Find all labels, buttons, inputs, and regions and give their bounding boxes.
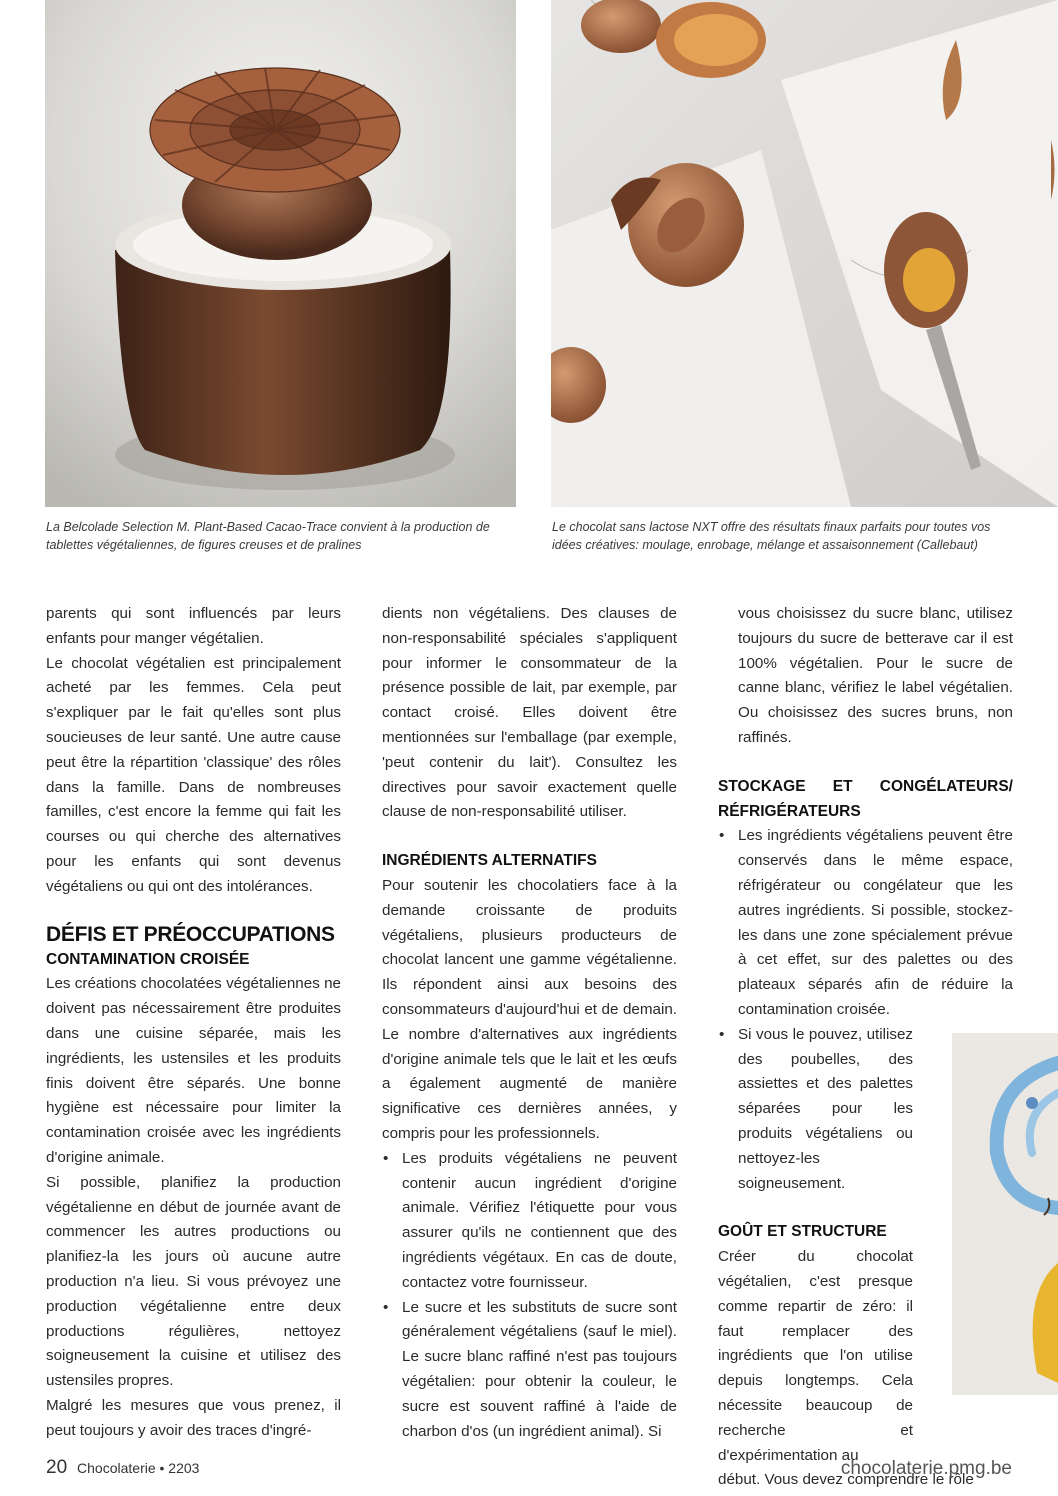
paragraph: Malgré les mesures que vous prenez, il peut toujours y avoir des traces d'ingré- xyxy=(46,1396,341,1439)
page-number: 20 xyxy=(46,1457,68,1478)
list-item: • Les produits végétaliens ne peuvent contenir aucun ingrédient d'origine animale. Vérifiez l'étiquette pour vous assurer qu'ils ne contiennent que des ingrédients végétaux. En cas de doute, contactez votre fournisseur. xyxy=(382,1147,677,1296)
list-item: • Si vous le pouvez, utilisez des poubelles, des assiettes et des palettes séparées pour les produits végétaliens ou nettoyez-les soigneusement. xyxy=(718,1023,913,1197)
bullet-list xyxy=(382,1147,677,1445)
page-footer-left xyxy=(46,1457,199,1479)
article-column-1 xyxy=(46,602,341,1444)
decorative-image-right-edge xyxy=(952,1033,1058,1395)
paragraph: Si possible, planifiez la production végétalienne en début de journée avant de commencer les autres productions ou planifiez-la les jours où aucune autre production n'a lieu. Si vous prévoyez une production végétalienne entre deux productions régulières, nettoyez soigneusement la cuisine et utilisez des ustensiles propres. xyxy=(46,1173,341,1390)
paragraph: Créer du chocolat végétalien, c'est presque comme repartir de zéro: il faut remplacer des ingrédients que l'on utilise depuis longtemps. Cela nécessite beaucoup de recherche et d'expérimentation au xyxy=(718,1248,913,1464)
list-item: • Le sucre et les substituts de sucre sont généralement végétaliens (sauf le miel). Le sucre blanc raffiné n'est pas toujours végétalien: pour obtenir la couleur, le sucre est souvent raffiné à l'aide de charbon d'os (un ingrédient animal). Si xyxy=(382,1296,677,1445)
subsection-heading: INGRÉDIENTS ALTERNATIFS xyxy=(382,852,597,870)
paragraph: Pour soutenir les chocolatiers face à la demande croissante de produits végétaliens, plusieurs producteurs de chocolat lancent une gamme végétalienne. Ils répondent ainsi aux besoins des consommateurs d'aujourd'hui et de demain. Le nombre d'alternatives aux ingrédients d'origine animale tels que le lait et les œufs a également augmenté de manière significative ces dernières années, y compris pour les professionnels. xyxy=(382,876,677,1142)
section-heading: DÉFIS ET PRÉOCCUPATIONS xyxy=(46,922,335,946)
paragraph: Le chocolat végétalien est principalement acheté par les femmes. Cela peut s'expliquer par le fait qu'elles sont plus soucieuses de leur santé. Une autre cause peut être la répartition 'classique' des rôles dans la famille. Dans de nombreuses familles, c'est encore la femme qui fait les courses ou qui cherche des alternatives pour les enfants qui sont devenus végétaliens ou qui ont des intolérances. xyxy=(46,654,341,895)
caption-left: La Belcolade Selection M. Plant-Based Cacao-Trace convient à la production de tablettes végétaliennes, de figures creuses et de pralines xyxy=(46,520,490,552)
paragraph: Les créations chocolatées végétaliennes ne doivent pas nécessairement être produites dans une cuisine séparée, mais les ingrédients, les ustensiles et les produits finis doivent être séparés. Une bonne hygiène est nécessaire pour limiter la contamination croisée avec les ingrédients d'origine animale. xyxy=(46,975,341,1166)
photo-chocolate-cake xyxy=(45,0,516,507)
list-item: • Les ingrédients végétaliens peuvent être conservés dans le même espace, réfrigérateur ou congélateur que les autres ingrédients. Si possible, stockez-les dans une zone spécialement prévue à cet effet, sur des palettes ou des plateaux séparés afin de réduire la contamination croisée. xyxy=(718,824,1013,1022)
subsection-heading: CONTAMINATION CROISÉE xyxy=(46,950,250,968)
paragraph: début. Vous devez comprendre le rôle xyxy=(718,1471,974,1489)
subsection-heading: GOÛT ET STRUCTURE xyxy=(718,1223,887,1241)
photo-pralines-marble xyxy=(551,0,1058,507)
subsection-heading: STOCKAGE ET CONGÉLATEURS/ RÉFRIGÉRATEURS xyxy=(718,777,1013,820)
caption-right: Le chocolat sans lactose NXT offre des résultats finaux parfaits pour toutes vos idées créatives: moulage, enrobage, mélange et assaisonnement (Callebaut) xyxy=(552,520,991,552)
paragraph: parents qui sont influencés par leurs enfants pour manger végétalien. xyxy=(46,605,341,647)
paragraph: dients non végétaliens. Des clauses de non-responsabilité spéciales s'appliquent pour informer le consommateur de la présence possible de lait, par exemple, par contact croisé. Elles doivent être mentionnées sur l'emballage (par exemple, 'peut contenir du lait'). Consultez les directives pour savoir exactement quelle clause de non-responsabilité utiliser. xyxy=(382,605,677,821)
magazine-issue: Chocolaterie • 2203 xyxy=(77,1460,200,1476)
website-link[interactable]: chocolaterie.pmg.be xyxy=(840,1458,1012,1479)
paragraph: vous choisissez du sucre blanc, utilisez toujours du sucre de betterave car il est 100% végétalien. Pour le sucre de canne blanc, vérifiez le label végétalien. Ou choisissez des sucres bruns, non raffinés. xyxy=(738,605,1013,746)
article-column-2 xyxy=(382,602,677,1444)
